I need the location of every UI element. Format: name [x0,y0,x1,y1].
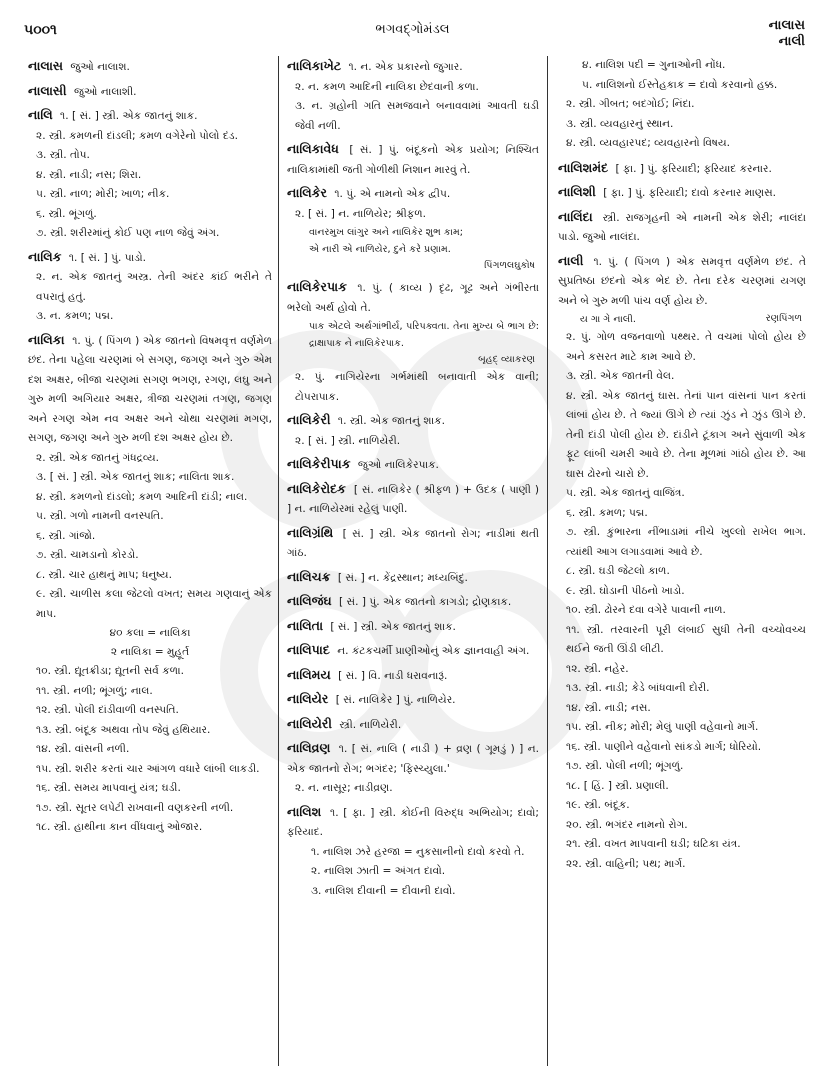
sense: ૨૧. સ્ત્રી. વખત માપવાની ઘડી; ઘટિકા યંત્ર. [566,838,741,850]
definition: [ સં. ] પું. એક જાતનો કાગડો; દ્રોણકાક. [339,596,512,608]
dictionary-entry [287,410,539,451]
headword: નાલિમય [287,666,331,682]
definition: ૧. [ ફા. ] સ્ત્રી. કોઈની વિરુદ્ધ અભિયોગ; દાવો; ફરિયાદ. [287,806,539,838]
definition: [ સં. ] ન. કેંદ્રસ્થાન; મધ્યબિંદુ. [337,571,468,584]
definition: ૧. પું. ( કાવ્ય ) દૃઢ, ગૂઢ અને ગંભીરતા ભરેલો અર્થ હોવો તે. [287,282,539,314]
sense: ૪. સ્ત્રી. વ્યવહારપદ; વ્યવહારનો વિષય. [566,137,731,149]
definition: સ્ત્રી. રાજગૃહની એ નામની એક શેરી; નાલંદા પાડો. જુઓ નાલંદા. [558,211,806,243]
headword: નાલિશ [287,803,322,819]
sense: ૧૮. સ્ત્રી. હાથીના કાન વીંધવાનું ઓજાર. [36,821,203,833]
page-header [0,0,825,52]
sense: ૨. સ્ત્રી. એક જાતનું ગંધદ્રવ્ય. [36,451,160,464]
headword: નાલિગ્રંથિ [287,524,334,540]
sense: ૨. [ સં. ] સ્ત્રી. નાળિયેરી. [295,434,401,447]
sense: ૧૯. સ્ત્રી. બંદૂક. [566,799,630,811]
definition: [ સં. ] પું. બંદૂકનો એક પ્રયોગ; નિશ્ચિત નાલિકામાંથી જતી ગોળીથી નિશાન મારવું તે. [287,144,539,176]
sense: ૪. સ્ત્રી. કમળનો દાંડલો; કમળ આદિની દાંડી; નાલ. [36,490,248,503]
sense: ૯. સ્ત્રી. ઘોડાની પીઠનો ખાડો. [566,584,685,597]
sense: ૧૬. સ્ત્રી. સમય માપવાનું યંત્ર; ઘડી. [36,782,181,794]
sub-phrase: ૧. નાલિશ ઝરે હરજા = નુકસાનીનો દાવો કરવો તે. [311,845,525,858]
dictionary-entry [558,182,806,204]
dictionary-columns [22,56,812,1066]
sense: ૧૩. સ્ત્રી. નાડી; કેડે બાંધવાની દોરી. [566,682,710,694]
sense: ૫. સ્ત્રી. એક જાતનું વાજિંત્ર. [566,487,685,499]
definition: સ્ત્રી. નાળિયેરી. [339,718,402,731]
definition: [ સં. ] સ્ત્રી. એક જાતનું શાક. [330,620,456,633]
dictionary-entry [287,523,539,564]
definition: ૧. ન. એક પ્રકારનો જુગાર. [348,61,463,73]
sub-phrase: ૪. નાલિશ પદી = ગુનાઓની નોંધ. [582,59,726,71]
dictionary-entry [287,591,539,613]
definition: [ સં. નાલિકેર ] પું. નાળિયેર. [335,694,456,706]
dictionary-entry [28,105,272,244]
guide-words [769,18,805,50]
sense: ૭. સ્ત્રી. ચામડાનો કોરડો. [36,549,139,561]
headword: નાલિકેરોદક [287,480,346,496]
definition: જુઓ નાલાશ. [70,61,130,73]
headword: નાલાસી [28,82,67,98]
guide-word-last: નાલી [778,34,805,49]
sense: ૪. સ્ત્રી. એક જાતનું ઘાસ. તેનાં પાન વાંસનાં પાન કરતાં લાંબાં હોય છે. તે જ્યાં ઊગે છે ત્યાં ઝુંડ ને ઝુંડ ઊગે છે. તેની દાંડી પોલી હોય છે. દાંડીને ટૂંકાગ અને સુંવાળી એક ફૂટ લાંબી ચમરી આવે છે. તેના મૂળમાં ગાંઠો હોય છે. આ ઘાસ ઢોરનો ચારો છે. [566,389,806,480]
headword: નાલિ [28,107,53,122]
citation-source: બૃહદ્ વ્યાકરણ [478,354,535,365]
definition: [ ફા. ] પું. ફરિયાદી; ફરિયાદ કરનાર. [615,162,772,175]
definition: ૧. [ સં. ] સ્ત્રી. એક જાતનું શાક. [60,110,198,122]
sense: ૨. ન. એક જાતનું અસ્ત્ર. તેની અંદર કાંઈ ભરીને તે વપરાતું હતું. [36,271,272,303]
definition: ૧. પું. ( પિંગળ ) એક સમવૃત્ત વર્ણમેળ છંદ. તે સુપ્રતિષ્ઠા છંદનો એક ભેદ છે. તેના દરેક ચરણમાં યગણ અને બે ગુરુ મળી પાંચ વર્ણ હોય છે. [558,255,806,307]
dictionary-entry [287,640,539,662]
definition: [ સં. નાલિકેર ( શ્રીફળ ) + ઉદક ( પાણી ) ] ન. નાળિયેરમાં રહેલું પાણી. [287,483,539,515]
sense: ૨. સ્ત્રી. ગીબત; બદગોઈ; નિંદા. [566,98,695,110]
sense: ૧૨. સ્ત્રી. નહેર. [566,662,629,675]
quotation-line: ય ગા ગે નાલી. [580,314,636,325]
formula: ૨ નાલિકા = મુહૂર્ત [110,646,190,658]
dictionary-entry [287,567,539,589]
sense: ૮. સ્ત્રી. ચાર હાથનું માપ; ધનુષ્ય. [36,568,172,581]
headword: નાલિશમંદ [558,159,609,175]
dictionary-entry [287,802,539,902]
dictionary-entry [28,247,272,327]
sense: ૩. ન. ગ્રહોની ગતિ સમજવાને બનાવવામાં આવતી ઘડી જેવી નળી. [295,100,539,132]
dictionary-entry [558,158,806,180]
definition: ૧. [ સં. નાલિ ( નાડી ) + વ્રણ ( ગૂમડું ) ] ન. એક જાતનો રોગ; ભગંદર; 'ફિસ્ચ્યુલા.' [287,743,539,775]
definition: ૧. પું. ( પિંગળ ) એક જાતનો વિષમવૃત્ત વર્ણમેળ છંદ. તેના પહેલા ચરણમાં બે સગણ, જગણ અને ગુરુ એમ દશ અક્ષર, બીજા ચરણમાં સગણ ભગણ, રગણ, લઘુ અને ગુરુ મળી અગિયાર અક્ષર, ત્રીજા ચરણમાં તગણ, જગણ અને રગણ એમ નવ અક્ષર અને ચોથા ચરણમાં મગણ, સગણ, જગણ અને ગુરુ મળી દશ અક્ષર હોય છે. [28,334,272,444]
sense: ૬. સ્ત્રી. ગાંજો. [36,529,96,542]
sense: ૧૪. સ્ત્રી. નાડી; નસ. [566,701,651,714]
sense: ૧૬. સ્ત્રી. પાણીને વહેવાનો સાંકડો માર્ગ; ધોરિયો. [566,740,762,753]
sense: ૫. સ્ત્રી. નાળ; મોરી; ખાળ; નીક. [36,188,170,200]
definition: જુઓ નાલિકેરપાક. [357,459,439,471]
definition: ન. કંટકચર્મી પ્રાણીઓનું એક જ્ઞાનવાહી અંગ. [337,645,530,657]
quotation-line: વાનરમુખ લાંગુર અને નાલિકેર શુભ કામ; [309,227,464,238]
sense: ૨૨. સ્ત્રી. વાહિની; પથ; માર્ગ. [566,857,686,870]
definition: [ સં. ] વિ. નાડી ધરાવનારૂં. [338,669,448,682]
headword: નાલિકેરપાક [287,279,347,294]
dictionary-entry [28,81,272,103]
definition: ૧. પું. એ નામનો એક દ્વીપ. [334,188,451,200]
headword: નાલિવ્રણ [287,740,331,755]
sense: ૧૦. સ્ત્રી. દ્યૂતક્રીડા; દ્યૂતની સર્વ કળા. [36,665,184,677]
sense: ૩. સ્ત્રી. એક જાતની વેલ. [566,370,675,382]
dictionary-entry [287,56,539,136]
sense: ૨૦. સ્ત્રી. ભગંદર નામનો રોગ. [566,818,688,831]
sub-phrase: ૩. નાલિશ દીવાની = દીવાની દાવો. [311,884,456,897]
dictionary-entry [287,714,539,736]
headword: નાલિકેરીપાક [287,456,351,471]
headword: નાલિકેરી [287,412,331,427]
sub-phrase: ૫. નાલિશનો ઈસ્તેહકાક = દાવો કરવાનો હક્ક. [582,78,778,91]
sense: ૧૭. સ્ત્રી. સૂતર લપેટી રાખવાની વણકરની નળી. [36,801,234,814]
dictionary-entry [287,183,539,274]
column-3 [548,56,812,1066]
definition: ૧. [ સં. ] પું. પાડો. [68,251,147,264]
page-number: ૫૦૦૧ [24,22,57,38]
headword: નાલિંદા [558,208,593,224]
sense: ૨. પું. નાગિયેરના ગર્ભમાંથી બનાવાતી એક વાની; ટોપરાપાક. [295,371,539,403]
dictionary-entry [558,251,806,875]
sense: ૧૩. સ્ત્રી. બંદૂક અથવા તોપ જેવું હથિયાર. [36,723,211,736]
sense: ૧૧. સ્ત્રી. તરવારની પૂરી લંબાઈ સુધી તેની વચ્ચોવચ્ચ થઈને જતી ઊંડી લીટી. [566,623,806,655]
dictionary-entry [287,277,539,407]
sense: ૧૫. સ્ત્રી. નીક; મોરી; મેલું પાણી વહેવાનો માર્ગ. [566,721,759,733]
headword: નાલિક [28,248,62,264]
sense: ૮. સ્ત્રી. ઘડી જેટલો કાળ. [566,565,670,577]
dictionary-entry [287,479,539,520]
definition: [ સં. ] સ્ત્રી. એક જાતનો રોગ; નાડીમાં થતી ગાંઠ. [287,527,539,559]
book-title: ભગવદ્ગોમંડલ [375,22,450,37]
sense: ૧૧. સ્ત્રી. નળી; ભૂંગળું; નાલ. [36,684,153,697]
headword: નાલિકેર [287,185,327,200]
citation-source: પિંગળલઘુકોષ [484,260,535,271]
dictionary-entry [287,454,539,476]
sense: ૩. [ સં. ] સ્ત્રી. એક જાતનું શાક; નાલિતા શાક. [36,471,235,483]
definition: ૧. સ્ત્રી. એક જાતનું શાક. [337,415,446,427]
dictionary-entry [287,665,539,687]
headword: નાલિચક્ર [287,568,331,584]
formula: ૪૦ કલા = નાલિકા [109,627,191,639]
dictionary-entry [28,56,272,78]
definition: જુઓ નાલાશી. [73,85,137,98]
dictionary-entry [28,330,272,838]
sense: ૧૮. [ હિં. ] સ્ત્રી. પ્રણાલી. [566,779,669,792]
column-2 [278,56,548,1066]
dictionary-entry [287,139,539,180]
sense: ૧૫. સ્ત્રી. શરીર કરતાં ચાર આંગળ વધારે લાંબી લાકડી. [36,762,260,775]
headword: નાલિતા [287,617,324,633]
sub-phrase: ૨. નાલિશ ઝાતી = અંગત દાવો. [311,865,446,877]
sense: ૭. સ્ત્રી. શરીરમાંનું કોઈ પણ નાળ જેવું અંગ. [36,227,220,239]
sense: ૯. સ્ત્રી. ચાળીસ કલા જેટલો વખત; સમય ગણવાનું એક માપ. [36,588,272,620]
sense: ૩. ન. કમળ; પદ્મ. [36,310,114,322]
column-1 [22,56,278,1066]
quotation-line: પાક એટલે અર્થગાંભીર્ય, પરિપક્વતા. તેના મુખ્ય બે ભાગ છે: દ્રાક્ષાપાક ને નાલિકેરપાક. [309,321,539,349]
headword: નાલાસ [28,58,64,73]
sense: ૬. સ્ત્રી. ભૂંગળું. [36,207,97,220]
headword: નાલિયેર [287,691,329,706]
headword: નાલિપાદ [287,642,330,657]
sense: ૩. સ્ત્રી. તોપ. [36,149,90,161]
headword: નાલિશી [558,184,596,199]
dictionary-entry [287,689,539,711]
sense: ૨. [ સં. ] ન. નાળિયેર; શ્રીફળ. [295,207,426,220]
definition: [ ફા. ] પું. ફરિયાદી; દાવો કરનાર માણસ. [603,187,777,199]
headword: નાલિકાખેટ [287,58,342,73]
headword: નાલિકા [28,331,65,347]
sense: ૧૦. સ્ત્રી. ઢોરને દવા વગેરે પાવાની નાળ. [566,604,726,616]
quotation-line: એ નારી એ નાળિયેર, દુને કરે પ્રણામ. [309,244,451,255]
citation-source: રણપિંગળ [765,313,802,324]
sense: ૫. સ્ત્રી. ગળો નામની વનસ્પતિ. [36,510,164,522]
sense: ૧૭. સ્ત્રી. પોલી નળી; ભૂંગળું. [566,760,684,772]
guide-word-first: નાલાસ [768,18,805,33]
sense: ૨. સ્ત્રી. કમળની દાંડલી; કમળ વગેરેનો પોલો દંડ. [36,129,238,142]
sense: ૭. સ્ત્રી. કુંભારના નીંભાડામાં નીચે ખુલ્લો રાખેલ ભાગ. ત્યાંથી આગ લગાડવામાં આવે છે. [566,526,806,558]
headword: નાલી [558,252,584,268]
sense: ૨. ન. કમળ આદિની નાલિકા છેદવાની કળા. [295,80,479,93]
sense: ૩. સ્ત્રી. વ્યવહારનું સ્થાન. [566,117,674,130]
sense: ૪. સ્ત્રી. નાડી; નસ; શિરા. [36,168,142,181]
quotation-row [558,311,806,328]
sense: ૧૨. સ્ત્રી. પોલી દાંડીવાળી વનસ્પતિ. [36,704,179,716]
sense: ૧૪. સ્ત્રી. વાંસની નળી. [36,743,130,755]
headword: નાલિજંઘ [287,593,332,608]
dictionary-entry [287,738,539,799]
sense: ૨. ન. નાસૂર; નાડીવ્રણ. [295,782,393,794]
headword: નાલિયેરી [287,715,332,731]
dictionary-entry [287,616,539,638]
sense: ૬. સ્ત્રી. કમળ; પદ્મ. [566,506,648,519]
headword: નાલિકાવેધ [287,141,339,156]
dictionary-entry [558,207,806,248]
sense: ૨. પું. ગોળ વજનવાળો પથ્થર. તે વચમાં પોલો હોય છે અને કસરત માટે કામ આવે છે. [566,331,806,363]
